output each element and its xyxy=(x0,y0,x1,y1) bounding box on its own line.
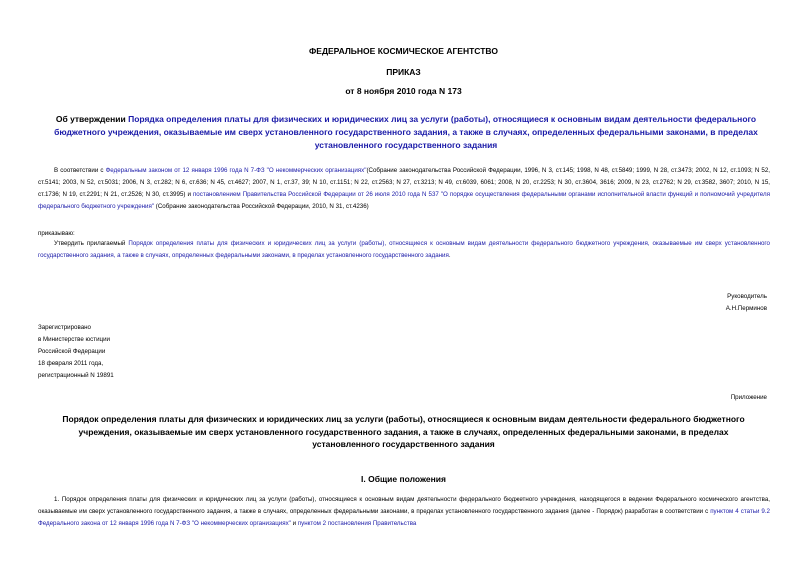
p1-text-2: и xyxy=(290,520,298,527)
government-decree-link[interactable]: постановлением Правительства Российской Федерации от 26 июля 2010 года N 537 "О порядке осуществления федеральными органами исполнительной власти функций и полномочий учредителя федерального бюджетного учреждения" xyxy=(38,191,770,210)
approve-text-1: Утвердить прилагаемый xyxy=(54,240,129,247)
document-type: ПРИКАЗ xyxy=(386,67,421,77)
registration-block xyxy=(38,322,114,382)
decree-point-link[interactable]: пунктом 2 постановления Правительства xyxy=(297,520,417,527)
signatory-position: Руководитель xyxy=(727,293,767,300)
p1-text-1: 1. Порядок определения платы для физических и юридических лиц за услуги (работы), относящиеся к основным видам деятельности федерального бюджетного учреждения, находящегося в ведении Федерального космического агентства, оказываемые им сверх установленного государственного задания, а также в случаях, определенных федеральными законами, в пределах установленного государственного задания (далее - Порядок) разработан в соответствии с xyxy=(38,496,770,515)
intro-text-1: В соответствии с xyxy=(54,167,106,174)
approve-paragraph xyxy=(38,238,770,262)
law-article-link[interactable]: пунктом 4 статьи 9.2 Федерального закона от 12 января 1996 года N 7-ФЗ "О некоммерческих организациях" xyxy=(38,508,770,527)
document-date-number: от 8 ноября 2010 года N 173 xyxy=(345,86,462,96)
order-subject xyxy=(50,113,762,152)
federal-law-link[interactable]: Федеральным законом от 12 января 1996 года N 7-ФЗ "О некоммерческих организациях" xyxy=(105,167,367,174)
section-title: I. Общие положения xyxy=(361,474,446,484)
registration-line: Зарегистрировано xyxy=(38,324,91,331)
intro-text-2: (Собрание законодательства Российской Федерации, 1996, N 3, ст.145; 1998, N 48, ст.5849; 1999, N 28, ст.3473; 2002, N 12, ст.1093; N 52, ст.5141; 2003, N 52, ст.5031; 2006, N 3, ст.282; N 6, ст.636; N 45, ст.4627; 2007, N 1, ст.37, 39; N 10, ст.1151; N 22, ст.2563; N 27, ст.3213; N 49, ст.6039, 6061; 2008, N 20, ст.2253; N 30, ст.3604, 3616; 2009, N 23, ст.2762; N 29, ст.3582, 3607; 2010, N 15, ст.1736; N 19, ст.2291; N 21, ст.2526; N 30, ст.3995) и xyxy=(38,167,771,198)
procedure-link[interactable]: Порядок определения платы для физических и юридических лиц за услуги (работы), относящиеся к основным видам деятельности федерального бюджетного учреждения, оказываемые им сверх установленного государственного задания, а также в случаях, определенных федеральными законами, в пределах установленного государственного задания xyxy=(38,240,770,259)
subject-link[interactable]: Порядка определения платы для физических и юридических лиц за услуги (работы), относящиеся к основным видам деятельности федерального бюджетного учреждения, оказываемые им сверх установленного государственного задания, а также в случаях, определенных федеральными законами, в пределах установленного государственного задания xyxy=(54,114,758,150)
appendix-label: Приложение xyxy=(730,394,767,401)
registration-line: Российской Федерации xyxy=(38,348,106,355)
agency-name: ФЕДЕРАЛЬНОЕ КОСМИЧЕСКОЕ АГЕНТСТВО xyxy=(309,46,498,56)
intro-paragraph xyxy=(38,165,770,213)
approve-text-2: . xyxy=(448,252,451,259)
signature-block xyxy=(726,291,767,315)
signatory-name: А.Н.Перминов xyxy=(725,305,767,312)
subject-prefix: Об утверждении xyxy=(55,114,129,124)
paragraph-1 xyxy=(38,494,770,530)
registration-line: регистрационный N 19891 xyxy=(38,372,114,379)
registration-line: в Министерстве юстиции xyxy=(38,336,111,343)
procedure-title: Порядок определения платы для физических и юридических лиц за услуги (работы), относящиеся к основным видам деятельности федерального бюджетного учреждения, оказываемые им сверх установленного государственного задания, а также в случаях, определенных федеральными законами, в пределах установленного государственного задания xyxy=(62,414,745,449)
registration-line: 18 февраля 2011 года, xyxy=(38,360,104,367)
intro-text-3: (Собрание законодательства Российской Федерации, 2010, N 31, ст.4236) xyxy=(154,203,369,210)
orders-word: приказываю: xyxy=(38,230,75,237)
